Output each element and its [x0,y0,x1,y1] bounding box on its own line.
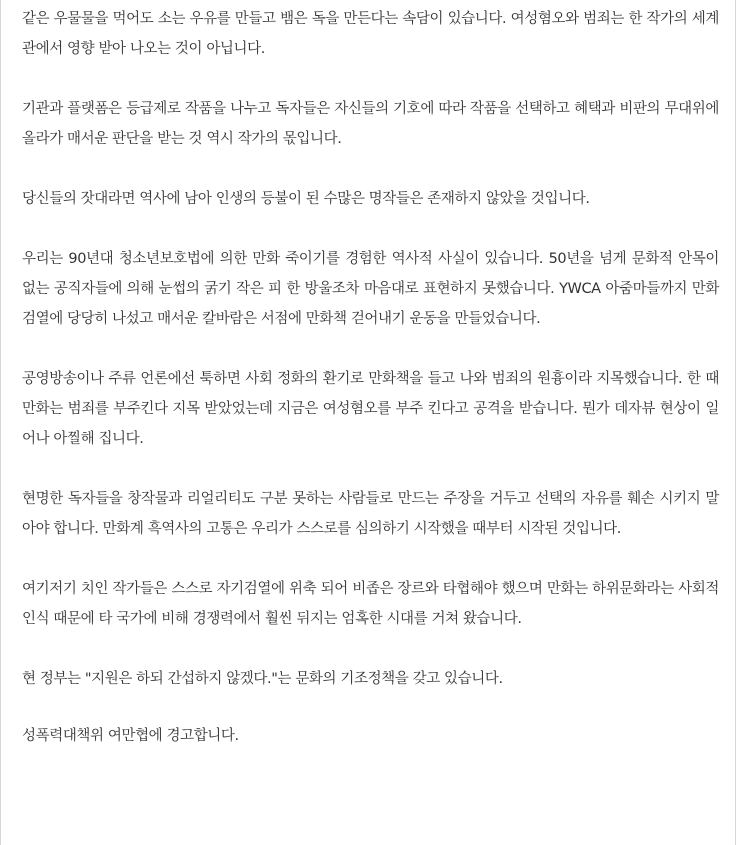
paragraph-5: 공영방송이나 주류 언론에선 툭하면 사회 정화의 환기로 만화책을 들고 나와 범죄의 원흉이라 지목했습니다. 한 때 만화는 범죄를 부주킨다 지목 받았었는데 지금은 여성혐오를 부주 킨다고 공격을 받습니다. 뭔가 데자뷰 현상이 일어나 아찔해 집니다. [22,371,719,447]
paragraph-9: 성폭력대책위 여만협에 경고합니다. [22,728,239,744]
paragraph-7: 여기저기 치인 작가들은 스스로 자기검열에 위축 되어 비좁은 장르와 타협해야 했으며 만화는 하위문화라는 사회적 인식 때문에 타 국가에 비해 경쟁력에서 훨씬 뒤지는 엄혹한 시대를 거쳐 왔습니다. [22,581,719,627]
paragraph-3: 당신들의 잣대라면 역사에 남아 인생의 등불이 된 수많은 명작들은 존재하지 않았을 것입니다. [22,191,590,207]
paragraph-1: 같은 우물물을 먹어도 소는 우유를 만들고 뱀은 독을 만든다는 속담이 있습니다. 여성혐오와 범죄는 한 작가의 세계관에서 영향 받아 나오는 것이 아닙니다. [22,11,719,57]
article-body [22,4,719,781]
paragraph-2: 기관과 플랫폼은 등급제로 작품을 나누고 독자들은 자신들의 기호에 따라 작품을 선택하고 혜택과 비판의 무대위에 올라가 매서운 판단을 받는 것 역시 작가의 몫입니다. [22,101,719,147]
paragraph-6: 현명한 독자들을 창작물과 리얼리티도 구분 못하는 사람들로 만드는 주장을 거두고 선택의 자유를 훼손 시키지 말아야 합니다. 만화계 흑역사의 고통은 우리가 스스로를 심의하기 시작했을 때부터 시작된 것입니다. [22,491,719,537]
paragraph-4: 우리는 90년대 청소년보호법에 의한 만화 죽이기를 경험한 역사적 사실이 있습니다. 50년을 넘게 문화적 안목이 없는 공직자들에 의해 눈썹의 굵기 작은 피 한 방울조차 마음대로 표현하지 못했습니다. YWCA 아줌마들까지 만화 검열에 당당히 나섰고 매서운 칼바람은 서점에 만화책 걷어내기 운동을 만들었습니다. [22,251,719,327]
paragraph-8: 현 정부는 "지원은 하되 간섭하지 않겠다."는 문화의 기조정책을 갖고 있습니다. [22,671,503,687]
